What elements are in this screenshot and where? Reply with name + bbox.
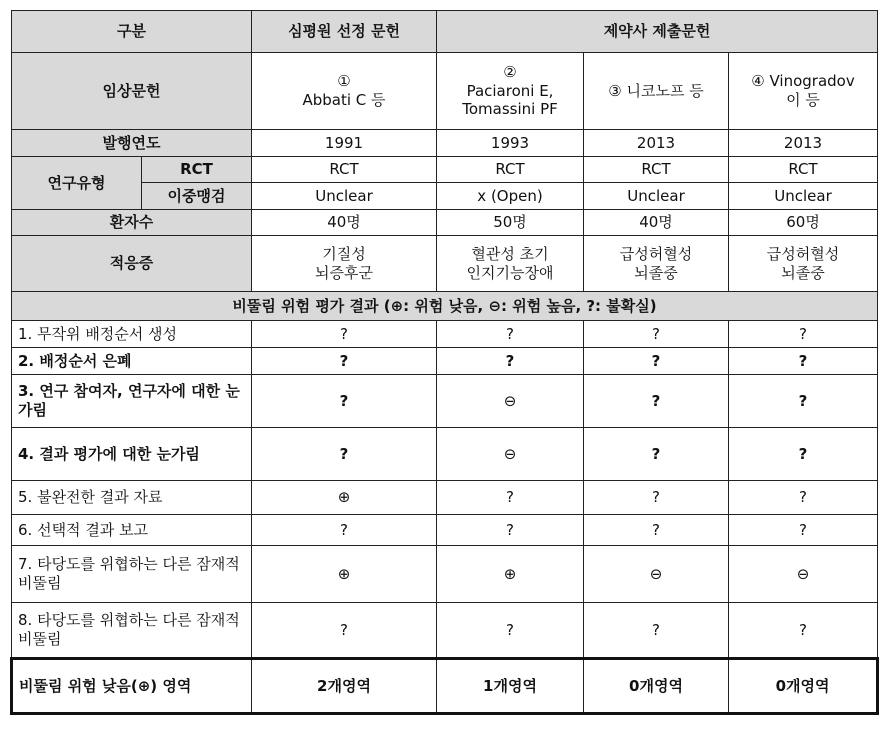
blinding-value: Unclear bbox=[584, 183, 729, 210]
bias-item-label: 3. 연구 참여자, 연구자에 대한 눈가림 bbox=[12, 375, 252, 428]
hira-selected-header: 심평원 선정 문헌 bbox=[252, 11, 437, 53]
year-value: 1993 bbox=[437, 130, 584, 157]
bias-row bbox=[12, 375, 878, 428]
bias-item-label: 8. 타당도를 위협하는 다른 잠재적비뚤림 bbox=[12, 603, 252, 659]
year-value: 1991 bbox=[252, 130, 437, 157]
indication-line: 급성허혈성 bbox=[766, 244, 840, 263]
indication-row bbox=[12, 236, 878, 292]
blinding-label: 이중맹검 bbox=[142, 183, 252, 210]
rct-value: RCT bbox=[729, 157, 878, 183]
patients-value: 60명 bbox=[729, 210, 878, 236]
rct-value: RCT bbox=[584, 157, 729, 183]
study-2-number: ② bbox=[503, 62, 517, 81]
rct-value: RCT bbox=[252, 157, 437, 183]
study-1-name: Abbati C 등 bbox=[302, 91, 386, 109]
bias-item-label: 2. 배정순서 은폐 bbox=[12, 348, 252, 375]
summary-label: 비뚤림 위험 낮음(⊕) 영역 bbox=[12, 659, 252, 714]
summary-value: 1개영역 bbox=[437, 659, 584, 714]
bias-assessment-table bbox=[10, 10, 879, 715]
bias-value: ? bbox=[252, 603, 437, 659]
bias-item-label: 6. 선택적 결과 보고 bbox=[12, 515, 252, 546]
bias-value: ? bbox=[252, 375, 437, 428]
blinding-value: Unclear bbox=[252, 183, 437, 210]
indication-label: 적응증 bbox=[12, 236, 252, 292]
bias-value: ? bbox=[437, 321, 584, 348]
indication-value bbox=[584, 236, 729, 292]
study-3-header bbox=[584, 53, 729, 130]
indication-line: 혈관성 초기 bbox=[471, 244, 549, 263]
study-2-name: Paciaroni E, Tomassini PF bbox=[462, 81, 558, 119]
rct-value: RCT bbox=[437, 157, 584, 183]
bias-value: ? bbox=[437, 348, 584, 375]
indication-value bbox=[437, 236, 584, 292]
indication-value bbox=[729, 236, 878, 292]
summary-value: 0개영역 bbox=[729, 659, 878, 714]
bias-title-row bbox=[12, 292, 878, 321]
study-2-header bbox=[437, 53, 584, 130]
patients-row bbox=[12, 210, 878, 236]
bias-row bbox=[12, 515, 878, 546]
blinding-value: x (Open) bbox=[437, 183, 584, 210]
indication-value bbox=[252, 236, 437, 292]
bias-value: ⊖ bbox=[437, 428, 584, 481]
indication-line: 뇌졸중 bbox=[781, 263, 825, 282]
study-4-header bbox=[729, 53, 878, 130]
indication-line: 뇌증후군 bbox=[315, 263, 373, 282]
bias-value: ? bbox=[729, 603, 878, 659]
bias-value: ? bbox=[584, 603, 729, 659]
bias-item-label: 4. 결과 평가에 대한 눈가림 bbox=[12, 428, 252, 481]
pharma-submitted-header: 제약사 제출문헌 bbox=[437, 11, 878, 53]
year-label: 발행연도 bbox=[12, 130, 252, 157]
bias-value: ? bbox=[584, 481, 729, 515]
bias-value: ⊕ bbox=[252, 481, 437, 515]
bias-value: ? bbox=[584, 321, 729, 348]
bias-title: 비뚤림 위험 평가 결과 (⊕: 위험 낮음, ⊖: 위험 높음, ?: 불확실) bbox=[12, 292, 878, 321]
bias-value: ? bbox=[252, 428, 437, 481]
bias-value: ? bbox=[729, 515, 878, 546]
bias-value: ⊖ bbox=[437, 375, 584, 428]
study-4-number: ④ Vinogradov bbox=[751, 72, 855, 91]
indication-line: 급성허혈성 bbox=[619, 244, 693, 263]
year-row bbox=[12, 130, 878, 157]
patients-value: 50명 bbox=[437, 210, 584, 236]
bias-value: ? bbox=[584, 375, 729, 428]
bias-value: ? bbox=[729, 321, 878, 348]
bias-value: ? bbox=[584, 428, 729, 481]
blinding-value: Unclear bbox=[729, 183, 878, 210]
year-value: 2013 bbox=[729, 130, 878, 157]
bias-value: ? bbox=[584, 515, 729, 546]
bias-row bbox=[12, 428, 878, 481]
bias-row bbox=[12, 481, 878, 515]
indication-line: 뇌졸중 bbox=[634, 263, 678, 282]
summary-value: 0개영역 bbox=[584, 659, 729, 714]
bias-row bbox=[12, 321, 878, 348]
bias-value: ⊖ bbox=[584, 546, 729, 603]
indication-line: 기질성 bbox=[322, 244, 366, 263]
bias-row bbox=[12, 348, 878, 375]
bias-item-label: 1. 무작위 배정순서 생성 bbox=[12, 321, 252, 348]
bias-value: ? bbox=[729, 428, 878, 481]
bias-value: ? bbox=[437, 481, 584, 515]
clinical-literature-row bbox=[12, 53, 878, 130]
category-header: 구분 bbox=[12, 11, 252, 53]
bias-value: ? bbox=[437, 515, 584, 546]
rct-label: RCT bbox=[142, 157, 252, 183]
clinical-literature-label: 임상문헌 bbox=[12, 53, 252, 130]
summary-value: 2개영역 bbox=[252, 659, 437, 714]
bias-value: ? bbox=[584, 348, 729, 375]
bias-value: ? bbox=[252, 348, 437, 375]
bias-value: ⊕ bbox=[437, 546, 584, 603]
bias-row bbox=[12, 603, 878, 659]
study-1-number: ① bbox=[337, 72, 351, 91]
bias-value: ? bbox=[729, 481, 878, 515]
bias-value: ? bbox=[729, 375, 878, 428]
bias-value: ? bbox=[437, 603, 584, 659]
bias-value: ⊕ bbox=[252, 546, 437, 603]
rct-row bbox=[12, 157, 878, 183]
bias-item-label: 7. 타당도를 위협하는 다른 잠재적 비뚤림 bbox=[12, 546, 252, 603]
study-type-label: 연구유형 bbox=[12, 157, 142, 210]
bias-value: ? bbox=[729, 348, 878, 375]
bias-row bbox=[12, 546, 878, 603]
header-row bbox=[12, 11, 878, 53]
year-value: 2013 bbox=[584, 130, 729, 157]
study-1-header bbox=[252, 53, 437, 130]
bias-item-label: 5. 불완전한 결과 자료 bbox=[12, 481, 252, 515]
bias-value: ⊖ bbox=[729, 546, 878, 603]
patients-value: 40명 bbox=[252, 210, 437, 236]
study-3-name: ③ 니코노프 등 bbox=[608, 81, 704, 100]
blinding-row bbox=[12, 183, 878, 210]
bias-value: ? bbox=[252, 515, 437, 546]
patients-value: 40명 bbox=[584, 210, 729, 236]
indication-line: 인지기능장애 bbox=[466, 263, 554, 282]
bias-value: ? bbox=[252, 321, 437, 348]
study-4-name: 이 등 bbox=[786, 91, 820, 109]
patients-label: 환자수 bbox=[12, 210, 252, 236]
summary-row bbox=[12, 659, 878, 714]
